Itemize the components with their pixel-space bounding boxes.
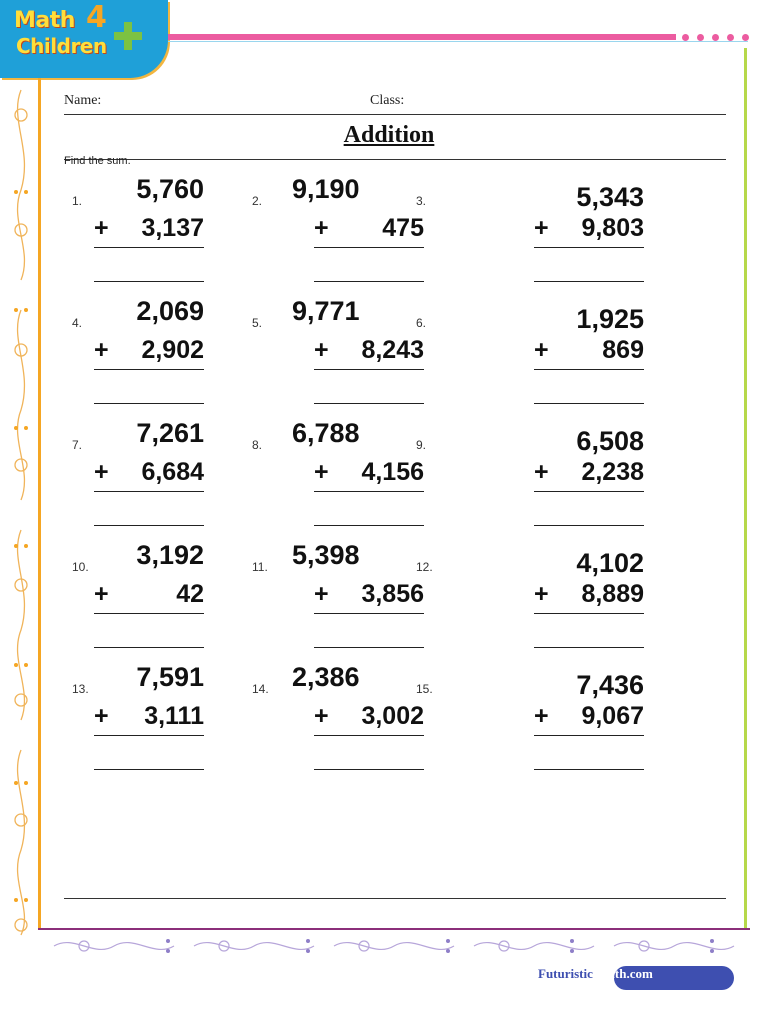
problem-number: 1. [72,194,83,208]
problem-number: 2. [252,194,263,208]
answer-line[interactable] [94,647,204,648]
logo-plus-icon [114,22,142,50]
problem-number: 15. [416,682,433,696]
problem-number: 9. [416,438,427,452]
addend-bottom: 8,889 [581,580,644,608]
addend-top: 9,771 [292,296,360,326]
addend-top: 2,386 [292,662,360,692]
addend-bottom: 8,243 [361,336,424,364]
addend-top: 6,508 [576,426,644,456]
plus-sign: + [534,458,549,486]
answer-line[interactable] [534,647,644,648]
top-accent-bar [168,34,676,40]
addend-bottom: 6,684 [141,458,204,486]
addend-bottom: 2,238 [581,458,644,486]
plus-sign: + [314,580,329,608]
addend-top: 5,343 [576,182,644,212]
answer-line[interactable] [534,769,644,770]
answer-line[interactable] [94,281,204,282]
plus-sign: + [534,580,549,608]
sum-rule [94,613,204,614]
plus-sign: + [534,214,549,242]
sum-rule [314,613,424,614]
top-accent-line [168,41,748,42]
site-logo [0,0,168,78]
top-dot [697,34,704,41]
sum-rule [94,735,204,736]
plus-sign: + [534,702,549,730]
answer-line[interactable] [314,281,424,282]
plus-sign: + [314,702,329,730]
answer-line[interactable] [314,647,424,648]
problem-number: 13. [72,682,89,696]
top-dot [682,34,689,41]
sum-rule [94,247,204,248]
plus-sign: + [314,336,329,364]
addend-bottom: 475 [382,214,424,242]
logo-word-math: Math [14,8,75,33]
logo-digit: 4 [86,0,107,35]
instruction-text: Find the sum. [64,155,131,167]
answer-line[interactable] [314,403,424,404]
plus-sign: + [94,214,109,242]
sum-rule [314,735,424,736]
addend-top: 7,436 [576,670,644,700]
header-underline [64,114,726,115]
plus-sign: + [534,336,549,364]
addend-bottom: 869 [602,336,644,364]
plus-sign: + [314,458,329,486]
problem-number: 10. [72,560,89,574]
logo-word-children: Children [16,34,107,58]
problem-number: 11. [252,560,268,574]
addend-bottom: 2,902 [141,336,204,364]
addend-top: 5,760 [136,174,204,204]
plus-sign: + [94,702,109,730]
problem-number: 14. [252,682,269,696]
problem-number: 7. [72,438,83,452]
plus-sign: + [94,336,109,364]
problem-number: 6. [416,316,427,330]
sum-rule [314,491,424,492]
ornament-swirl-icon [44,932,744,960]
sum-rule [534,247,644,248]
addend-bottom: 3,002 [361,702,424,730]
footer-site-name [538,966,653,982]
addend-top: 2,069 [136,296,204,326]
problem-number: 3. [416,194,427,208]
name-label: Name: [64,93,102,108]
addend-bottom: 4,156 [361,458,424,486]
answer-line[interactable] [314,525,424,526]
sum-rule [314,247,424,248]
addend-top: 7,261 [136,418,204,448]
addend-bottom: 3,137 [141,214,204,242]
sum-rule [314,369,424,370]
answer-line[interactable] [534,403,644,404]
problem-number: 4. [72,316,83,330]
footer-line [64,898,726,899]
problem-number: 12. [416,560,433,574]
plus-sign: + [314,214,329,242]
title-underline [64,159,726,160]
addend-top: 9,190 [292,174,360,204]
right-border [744,48,747,928]
answer-line[interactable] [94,403,204,404]
addend-bottom: 3,856 [361,580,424,608]
bottom-border [38,928,750,930]
addend-bottom: 9,067 [581,702,644,730]
sum-rule [534,613,644,614]
addend-bottom: 3,111 [144,702,204,730]
problem-number: 8. [252,438,263,452]
left-border [38,78,41,928]
footer-part1: Futuristic [538,966,593,981]
problem-number: 5. [252,316,263,330]
answer-line[interactable] [314,769,424,770]
addend-bottom: 9,803 [581,214,644,242]
addend-bottom: 42 [176,580,204,608]
footer-part2: Math.com [596,966,653,981]
top-dot [727,34,734,41]
sum-rule [534,491,644,492]
sum-rule [534,735,644,736]
sum-rule [94,369,204,370]
sum-rule [94,491,204,492]
sum-rule [534,369,644,370]
answer-line[interactable] [94,525,204,526]
addend-top: 6,788 [292,418,360,448]
ornament-vine-icon [4,80,38,940]
addend-top: 1,925 [576,304,644,334]
class-label: Class: [370,93,405,108]
answer-line[interactable] [534,525,644,526]
top-dot [742,34,749,41]
page-title: Addition [343,122,435,148]
addend-top: 4,102 [576,548,644,578]
addend-top: 3,192 [136,540,204,570]
plus-sign: + [94,580,109,608]
addend-top: 5,398 [292,540,360,570]
answer-line[interactable] [534,281,644,282]
top-dot [712,34,719,41]
plus-sign: + [94,458,109,486]
addend-top: 7,591 [136,662,204,692]
answer-line[interactable] [94,769,204,770]
